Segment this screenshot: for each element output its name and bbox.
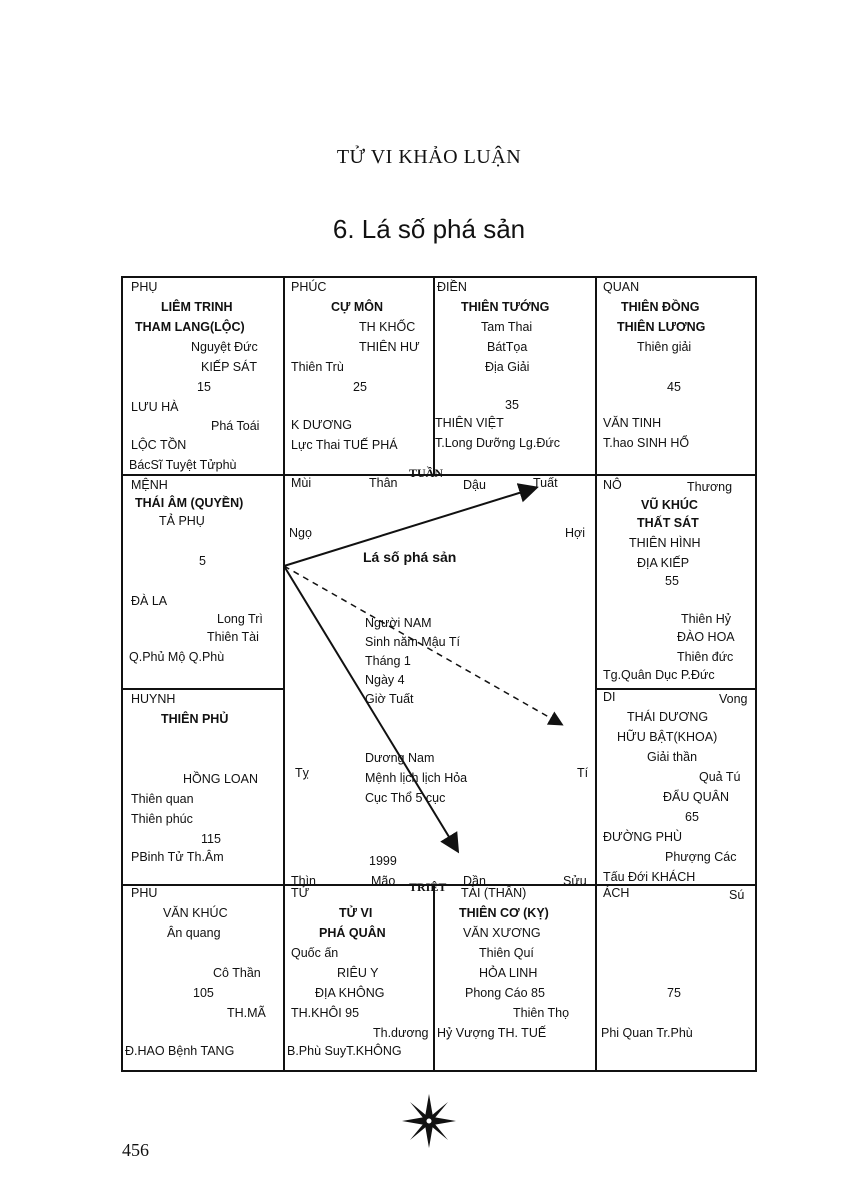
compass-rose-icon <box>400 1092 458 1150</box>
star-label: THAM LANG(LỘC) <box>135 320 245 334</box>
star-label: Thiên Quí <box>479 946 534 960</box>
star-label: VĂN TINH <box>603 416 662 430</box>
palace-ach <box>595 884 757 1072</box>
star-label: 35 <box>505 398 519 412</box>
star-label: Phong Cáo 85 <box>465 986 545 1000</box>
palace-tai <box>433 884 595 1072</box>
star-label: Vong <box>719 692 748 706</box>
star-label: TH.KHÔI 95 <box>291 1006 360 1020</box>
palace-phu-bottom <box>121 884 283 1072</box>
star-label: Thiên quan <box>131 792 194 806</box>
star-label: TẢ PHỤ <box>159 514 205 528</box>
palace-name: ĐIỀN <box>437 280 467 294</box>
star-label: Tấu Đới KHÁCH <box>603 870 696 884</box>
palace-tu <box>283 884 433 1072</box>
palace-name: QUAN <box>603 280 640 294</box>
star-label: ĐẨU QUÂN <box>663 790 729 804</box>
star-label: VĂN KHÚC <box>163 906 228 920</box>
star-label: Phá Toái <box>211 419 260 433</box>
star-label: HỒNG LOAN <box>183 772 259 786</box>
star-label: Cô Thần <box>213 966 261 980</box>
star-label: THÁI DƯƠNG <box>627 710 709 724</box>
destiny-info <box>365 748 467 808</box>
earthly-branch-label: Dậu <box>463 478 486 492</box>
star-label: 45 <box>667 380 681 394</box>
palace-name: HUYNH <box>131 692 176 706</box>
earthly-branch-label: Ngọ <box>289 526 312 540</box>
palace-name: PHỤ <box>131 280 158 294</box>
star-label: ĐƯỜNG PHÙ <box>603 830 683 844</box>
star-label: VĂN XƯƠNG <box>463 926 541 940</box>
star-label: Quả Tú <box>699 770 741 784</box>
birth-info-line: Giờ Tuất <box>365 692 414 706</box>
star-label: 25 <box>353 380 367 394</box>
star-label: THẤT SÁT <box>637 516 699 530</box>
star-label: Địa Giải <box>485 360 530 374</box>
palace-name: ÁCH <box>603 886 630 900</box>
earthly-branch-label: Tỵ <box>295 766 309 780</box>
star-label: THIÊN ĐỒNG <box>621 300 700 314</box>
star-label: ĐÀ LA <box>131 594 168 608</box>
earthly-branch-label: Sửu <box>563 874 587 888</box>
earthly-branch-label: Mùi <box>291 476 312 490</box>
page-number: 456 <box>122 1140 149 1160</box>
star-label: Phượng Các <box>665 850 737 864</box>
star-label: Long Trì <box>217 612 263 626</box>
star-label: 55 <box>665 574 679 588</box>
star-label: Thiên Hỷ <box>681 612 732 626</box>
tuan-label: TUẦN <box>409 466 444 480</box>
star-label: Hỷ Vượng TH. TUẾ <box>437 1026 547 1040</box>
earthly-branch-label: Hợi <box>565 526 586 540</box>
star-label: 115 <box>201 832 221 846</box>
star-label: TH.MÃ <box>227 1006 266 1020</box>
star-label: PBinh Tử Th.Âm <box>131 850 224 864</box>
star-label: 65 <box>685 810 699 824</box>
star-label: TỬ VI <box>339 906 373 920</box>
star-label: PHÁ QUÂN <box>319 926 386 940</box>
star-label: THIÊN CƠ (KỴ) <box>459 906 549 920</box>
earthly-branch-label: Thìn <box>291 874 317 888</box>
earthly-branch-label: Dần <box>463 874 486 888</box>
star-label: K DƯƠNG <box>291 418 352 432</box>
star-label: 105 <box>193 986 214 1000</box>
palace-phuc <box>283 276 433 474</box>
star-label: THIÊN HƯ <box>359 340 420 354</box>
palace-name: PHU <box>131 886 158 900</box>
star-label: 15 <box>197 380 211 394</box>
palace-name: MỆNH <box>131 478 168 492</box>
birth-info-line: Tháng 1 <box>365 654 411 668</box>
earthly-branch-label: Thân <box>369 476 398 490</box>
star-label: Lực Thai TUẾ PHÁ <box>291 438 398 452</box>
birth-info-line: Ngày 4 <box>365 673 405 687</box>
star-label: LIÊM TRINH <box>161 300 233 314</box>
star-label: KIẾP SÁT <box>201 360 258 374</box>
star-label: THIÊN TƯỚNG <box>461 300 550 314</box>
star-label: T.hao SINH HỔ <box>603 436 690 450</box>
star-label: VŨ KHÚC <box>641 498 698 512</box>
star-label: B.Phù SuyT.KHÔNG <box>287 1044 402 1058</box>
star-label: Quốc ấn <box>291 946 339 960</box>
star-label: Thiên Tài <box>207 630 259 644</box>
palace-quan <box>595 276 757 474</box>
star-label: THIÊN LƯƠNG <box>617 320 706 334</box>
star-label: Tg.Quân Dục P.Đức <box>603 668 715 682</box>
year-label: 1999 <box>369 854 397 868</box>
star-label: Tam Thai <box>481 320 533 334</box>
palace-name: NÔ <box>603 478 622 492</box>
star-label: Thiên phúc <box>131 812 193 826</box>
star-label: THIÊN HÌNH <box>629 536 701 550</box>
star-label: Thiên Thọ <box>513 1006 570 1020</box>
star-label: Đ.HAO Bệnh TANG <box>125 1044 235 1058</box>
star-label: ĐỊA KHÔNG <box>315 986 385 1000</box>
palace-dien <box>433 276 595 474</box>
birth-info <box>365 614 460 709</box>
star-label: THIÊN VIỆT <box>435 416 504 430</box>
star-label: Sú <box>729 888 745 902</box>
palace-name: TỬ <box>291 886 310 900</box>
star-label: ĐỊA KIẾP <box>637 556 690 570</box>
birth-info-line: Người NAM <box>365 616 432 630</box>
center-chart-title: Lá số phá sản <box>363 549 457 565</box>
earthly-branch-label: Mão <box>371 874 396 888</box>
star-label: T.Long Dưỡng Lg.Đức <box>435 436 560 450</box>
palace-name: DI <box>603 690 616 704</box>
star-label: Thiên giải <box>637 340 692 354</box>
palace-no <box>595 474 757 688</box>
star-label: ĐÀO HOA <box>677 630 735 644</box>
star-label: THÁI ÂM (QUYỀN) <box>135 496 244 510</box>
horoscope-chart <box>121 276 757 1072</box>
star-label: CỰ MÔN <box>331 300 384 314</box>
star-label: Ân quang <box>167 926 221 940</box>
destiny-info-line: Cục Thổ 5 cục <box>365 791 446 805</box>
palace-di <box>595 688 757 884</box>
star-label: Phi Quan Tr.Phù <box>601 1026 693 1040</box>
star-label: BátTọa <box>487 340 528 354</box>
star-label: BácSĩ Tuyệt Tửphù <box>129 458 237 472</box>
chart-title: 6. Lá số phá sản <box>332 214 526 244</box>
triet-label: TRIỆT <box>409 880 447 894</box>
palace-menh <box>121 474 283 688</box>
earthly-branch-label: Tí <box>577 766 589 780</box>
birth-info-line: Sinh năm Mậu Tí <box>365 635 460 649</box>
destiny-info-line: Dương Nam <box>365 751 435 765</box>
star-label: 5 <box>199 554 206 568</box>
star-label: Thiên đức <box>677 650 734 664</box>
star-label: 75 <box>667 986 681 1000</box>
star-label: RIÊU Y <box>337 966 379 980</box>
destiny-info-line: Mệnh lịch lịch Hỏa <box>365 771 468 785</box>
running-header: TỬ VI KHẢO LUẬN <box>336 146 522 168</box>
palace-phu-top <box>121 276 283 474</box>
star-label: LƯU HÀ <box>131 400 179 414</box>
palace-huynh <box>121 688 283 884</box>
star-label: Thương <box>687 480 733 494</box>
palace-name: PHÚC <box>291 280 327 294</box>
star-label: Giải thần <box>647 750 698 764</box>
star-label: THIÊN PHỦ <box>161 712 229 726</box>
star-label: TH KHỐC <box>359 320 416 334</box>
star-label: HỎA LINH <box>479 966 538 980</box>
star-label: LỘC TỒN <box>131 438 187 452</box>
star-label: Q.Phủ Mộ Q.Phù <box>129 650 225 664</box>
star-label: Th.dương <box>373 1026 429 1040</box>
palace-name: TÀI (THÂN) <box>461 886 527 900</box>
star-label: HỮU BẬT(KHOA) <box>617 730 718 744</box>
star-label: Thiên Trù <box>291 360 344 374</box>
star-label: Nguyệt Đức <box>191 340 258 354</box>
earthly-branch-label: Tuất <box>533 476 558 490</box>
